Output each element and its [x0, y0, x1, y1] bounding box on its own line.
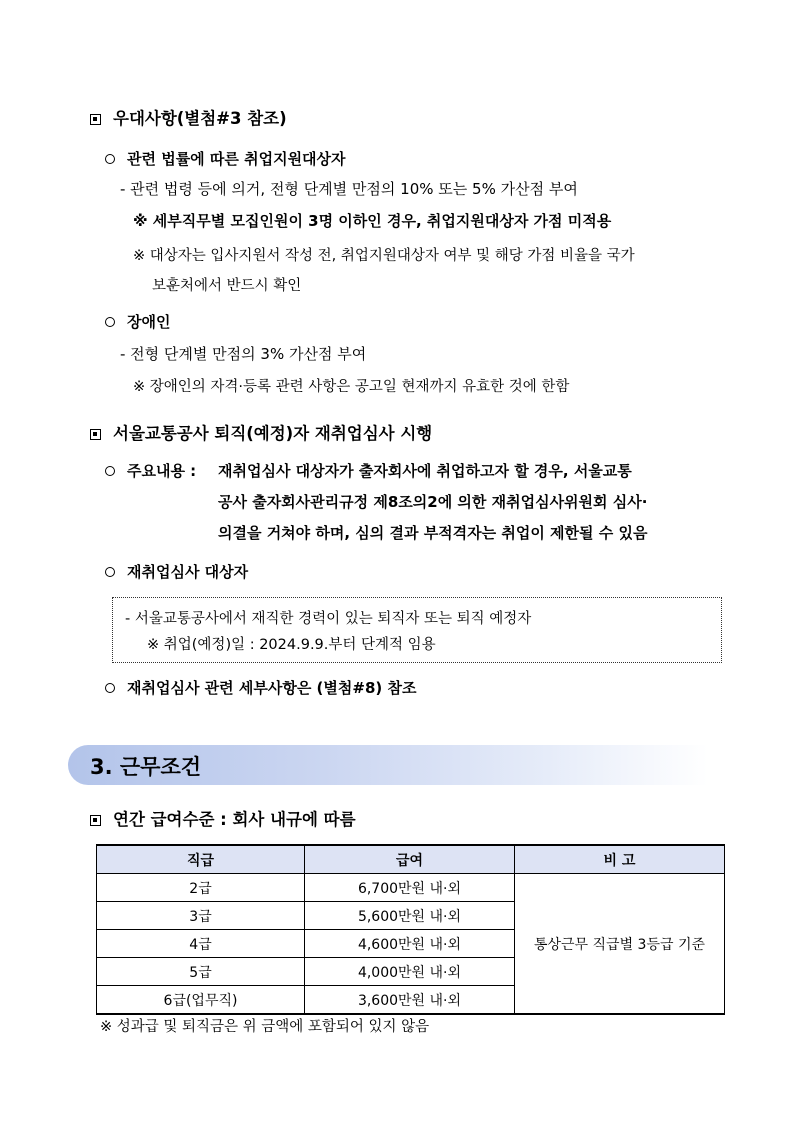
circle-bullet-icon: [105, 317, 115, 327]
main-content-label: [105, 460, 196, 481]
square-bullet-icon: [90, 429, 101, 440]
grade-cell: 4급: [97, 930, 305, 958]
header-salary: 급여: [305, 845, 515, 874]
circle-bullet-icon: [105, 466, 115, 476]
section-heading: 3. 근무조건: [90, 755, 202, 779]
circle-bullet-icon: [105, 683, 115, 693]
salary-table: [96, 844, 725, 1015]
item-veterans: [105, 148, 346, 169]
square-bullet-icon: [90, 815, 101, 826]
reemployment-title-text: 서울교통공사 퇴직(예정)자 재취업심사 시행: [113, 424, 433, 443]
disabled-label: 장애인: [127, 313, 171, 331]
target-box-line-1: - 서울교통공사에서 재직한 경력이 있는 퇴직자 또는 퇴직 예정자: [125, 611, 532, 627]
table-row: [97, 874, 725, 902]
header-grade: 직급: [97, 845, 305, 874]
table-header-row: [97, 845, 725, 874]
section-title-preferential: [90, 105, 287, 129]
salary-cell: 4,600만원 내·외: [305, 930, 515, 958]
detail-reference-text: 재취업심사 관련 세부사항은 (별첨#8) 참조: [127, 679, 417, 697]
grade-cell: 6급(업무직): [97, 986, 305, 1015]
main-content-label-text: 주요내용 :: [127, 462, 197, 480]
salary-cell: 5,600만원 내·외: [305, 902, 515, 930]
item-disabled: [105, 311, 170, 332]
grade-cell: 2급: [97, 874, 305, 902]
grade-cell: 5급: [97, 958, 305, 986]
main-content-line-2: 공사 출자회사관리규정 제8조의2에 의한 재취업심사위원회 심사·: [218, 493, 648, 511]
detail-reference: [105, 677, 416, 698]
grade-cell: 3급: [97, 902, 305, 930]
disabled-note: ※ 장애인의 자격·등록 관련 사항은 공고일 현재까지 유효한 것에 한함: [133, 379, 570, 395]
main-content-line-1: 재취업심사 대상자가 출자회사에 취업하고자 할 경우, 서울교통: [218, 462, 632, 480]
salary-footnote: ※ 성과급 및 퇴직금은 위 금액에 포함되어 있지 않음: [100, 1019, 430, 1035]
target-box-line-2: ※ 취업(예정)일 : 2024.9.9.부터 단계적 임용: [147, 637, 436, 653]
veterans-label: 관련 법률에 따른 취업지원대상자: [127, 150, 346, 168]
header-remark: 비 고: [515, 845, 725, 874]
salary-cell: 6,700만원 내·외: [305, 874, 515, 902]
salary-title-text: 연간 급여수준 : 회사 내규에 따름: [113, 810, 356, 829]
target-label-text: 재취업심사 대상자: [127, 563, 249, 581]
preferential-title-text: 우대사항(별첨#3 참조): [113, 109, 287, 128]
salary-title: [90, 806, 356, 830]
veterans-line: - 관련 법령 등에 의거, 전형 단계별 만점의 10% 또는 5% 가산점 부여: [120, 180, 578, 198]
target-label: [105, 561, 248, 582]
remark-cell: 통상근무 직급별 3등급 기준: [515, 874, 725, 1015]
section-title-reemployment: [90, 420, 432, 444]
disabled-line: - 전형 단계별 만점의 3% 가산점 부여: [120, 345, 367, 363]
square-bullet-icon: [90, 114, 101, 125]
veterans-note-2: ※ 대상자는 입사지원서 작성 전, 취업지원대상자 여부 및 해당 가점 비율을 국가: [133, 248, 635, 264]
salary-cell: 4,000만원 내·외: [305, 958, 515, 986]
veterans-note-2-cont: 보훈처에서 반드시 확인: [152, 278, 302, 294]
circle-bullet-icon: [105, 567, 115, 577]
main-content-line-3: 의결을 거쳐야 하며, 심의 결과 부적격자는 취업이 제한될 수 있음: [218, 524, 648, 542]
veterans-note-1: ※ 세부직무별 모집인원이 3명 이하인 경우, 취업지원대상자 가점 미적용: [133, 212, 612, 230]
salary-cell: 3,600만원 내·외: [305, 986, 515, 1015]
circle-bullet-icon: [105, 154, 115, 164]
